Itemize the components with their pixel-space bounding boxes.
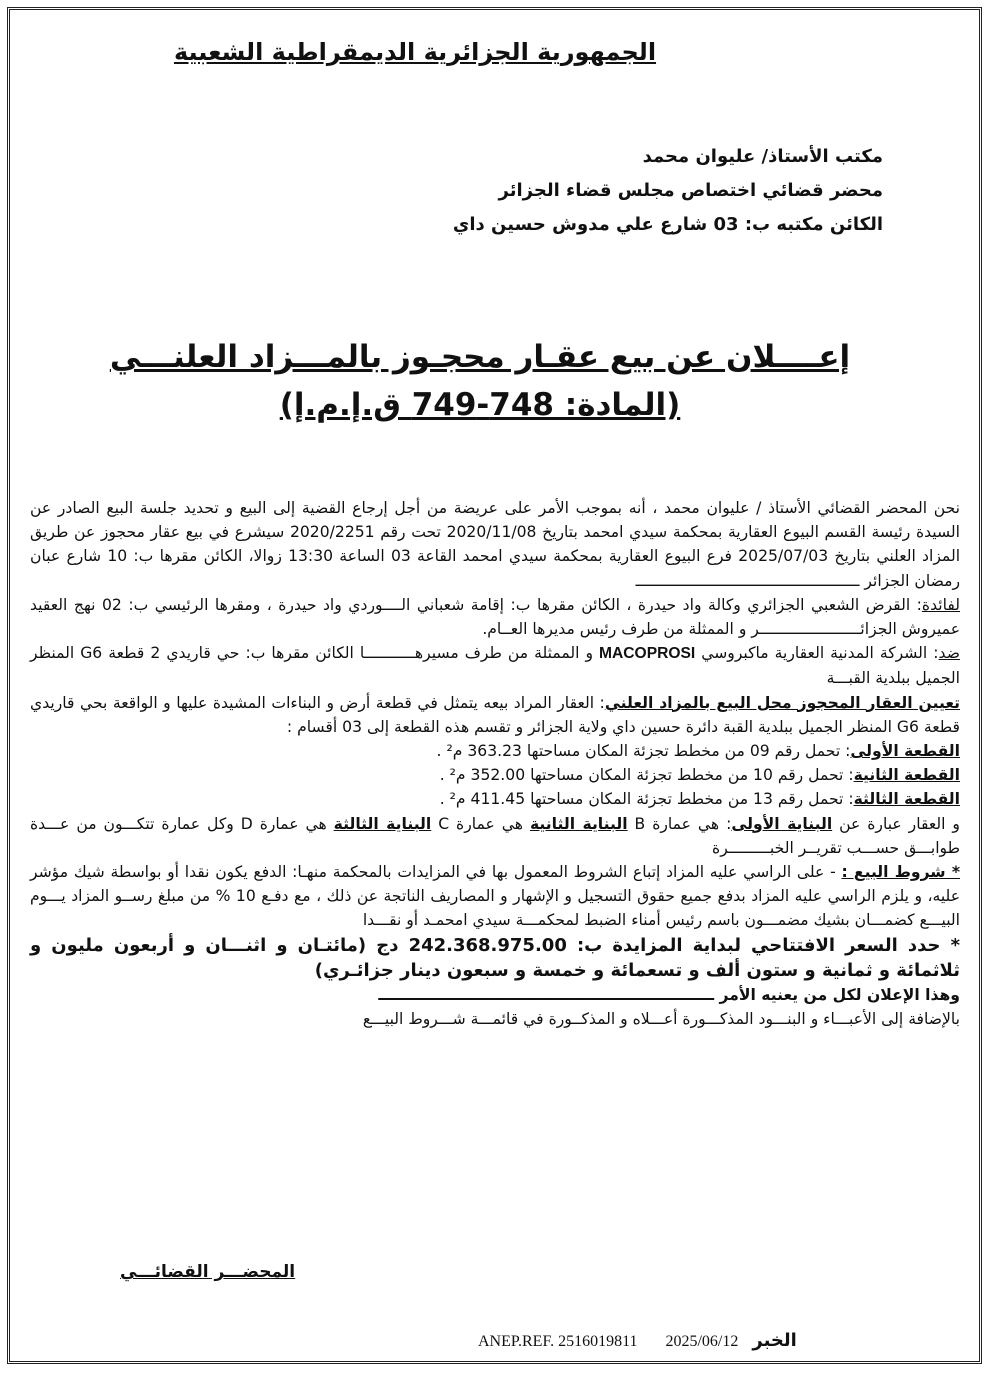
office-block xyxy=(323,140,883,242)
creditor-text: : القرض الشعبي الجزائري وكالة واد حيدرة ، الكائن مقرها ب: إقامة شعباني الــــوردي واد حيدرة ، ومقرها الرئيسي ب: 02 نهج العقيد عميروش الجزائــــــــــــــــــــــر و الممثلة من طرف رئيس مديرها العــام. xyxy=(30,595,960,639)
property-paragraph xyxy=(30,691,960,739)
property-text: : العقار المراد بيعه يتمثل في قطعة أرض و البناءات المشيدة عليها و الواقعة بحي قاريدي قطعة G6 المنظر الجميل ببلدية القبة دائرة حسين داي ولاية الجزائر و تقسم هذه القطعة إلى 03 أقسام : xyxy=(30,693,960,736)
lot-3 xyxy=(30,787,960,811)
lot-1-label: القطعة الأولى xyxy=(850,742,960,761)
lot-2-text: : تحمل رقم 10 من مخطط تجزئة المكان مساحتها 352.00 م² . xyxy=(439,766,854,785)
debtor-latin-name: MACOPROSI xyxy=(599,645,696,663)
office-address: الكائن مكتبه ب: 03 شارع علي مدوش حسين داي xyxy=(452,214,883,235)
footer-reference xyxy=(478,1330,797,1351)
debtor-label: ضد xyxy=(938,644,960,663)
building-1-label: البناية الأولى xyxy=(731,814,833,833)
publication-date: 2025/06/12 xyxy=(665,1333,739,1350)
public-notice-line: وهذا الإعلان لكل من يعنيه الأمر ـــــــــــــــــــــــــــــــــــــــــــــــــــــــــــــــ xyxy=(378,985,960,1004)
sale-conditions-text: - على الراسي عليه المزاد إتباع الشروط المعمول بها في المزايدات بالمحكمة منهـا: الدفع يكون نقدا أو بواسطة شيك مؤشر عليه، و يلزم الراسي عليه المزاد بدفع جميع حقوق التسجيل و الإشهار و المصاريف الناتجة عن ذلك ، مع دفـع 10 % من مبلغ رســو المزاد يـــوم البيـــع كضمـــان بشيك مضمـــون باسم رئيس أمناء الضبط لمحكمـــة سيدي امحمـد أو نقـــدا xyxy=(30,863,961,930)
intro-rule: ـــــــــــــــــــــــــــــــــــــــــــــــــ xyxy=(635,571,860,590)
buildings-text-3: هي عمارة C xyxy=(438,814,524,833)
sale-conditions-paragraph xyxy=(30,860,960,933)
debtor-text: : الشركة المدنية العقارية ماكبروسي xyxy=(701,644,939,663)
office-jurisdiction: محضر قضائي اختصاص مجلس قضاء الجزائر xyxy=(498,180,883,201)
intro-text: نحن المحضر القضائي الأستاذ / عليوان محمد ، أنه بموجب الأمر على عريضة من أجل إرجاع القضية إلى البيع و تحديد جلسة البيع الصادر عن السيدة رئيسة القسم البيوع العقارية بمحكمة سيدي امحمد بتاريخ 2020/11/08 تحت رقم 2020/2251 سيشرع في بيع عقار محجوز عن طريق المزاد العلني بتاريخ 2025/07/03 فرع البيوع العقارية بمحكمة سيدي امحمد القاعة 03 الساعة 13:30 زوالا، الكائن مقرها ب: 10 شارع عبان رمضان الجزائر xyxy=(30,499,961,590)
newspaper-name: الخبر xyxy=(752,1330,797,1351)
debtor-paragraph xyxy=(30,641,960,690)
buildings-text-2: : هي عمارة B xyxy=(634,814,732,833)
title-line-2: (المادة: 748-749 ق.إ.م.إ) xyxy=(279,387,681,423)
debtor-text-2: و الممثلة من طرف مسيرهـــــــــــا الكائن مقرها ب: حي قاريدي 2 قطعة G6 المنظر الجميل ببلدية القبـــة xyxy=(30,644,960,688)
buildings-text-1: و العقار عبارة عن xyxy=(839,814,960,833)
anep-ref: ANEP.REF. 2516019811 xyxy=(478,1333,638,1350)
creditor-label: لفائدة xyxy=(921,595,960,614)
sale-conditions-label: * شروط البيع : xyxy=(841,863,961,882)
property-label: تعيين العقار المحجوز محل البيع بالمزاد العلني xyxy=(604,693,960,712)
announcement-title xyxy=(100,333,860,429)
lot-3-text: : تحمل رقم 13 من مخطط تجزئة المكان مساحتها 411.45 م² . xyxy=(439,790,854,809)
announcement-body xyxy=(30,496,960,1031)
creditor-paragraph xyxy=(30,593,960,641)
bailiff-signature: المحضـــر القضائـــي xyxy=(120,1262,296,1282)
opening-price-paragraph: * حدد السعر الافتتاحي لبداية المزايدة ب: 242.368.975.00 دج (مائتـان و اثنـــان و أربعون مليون و ثلاثمائة و ثمانية و ستون ألف و تسعمائة و خمسة و سبعون دينار جزائـري) xyxy=(30,934,960,981)
intro-paragraph xyxy=(30,496,960,593)
republic-heading: الجمهورية الجزائرية الديمقراطية الشعبية xyxy=(173,38,657,66)
building-3-label: البناية الثالثة xyxy=(333,814,432,833)
buildings-paragraph xyxy=(30,812,960,860)
office-name: مكتب الأستاذ/ عليوان محمد xyxy=(642,146,883,167)
final-line: بالإضافة إلى الأعبـــاء و البنـــود المذكـــورة أعـــلاه و المذكــورة في قائمـــة شـــروط البيـــع xyxy=(362,1009,960,1028)
building-2-label: البناية الثانية xyxy=(529,814,628,833)
lot-1-text: : تحمل رقم 09 من مخطط تجزئة المكان مساحتها 363.23 م² . xyxy=(436,742,851,761)
title-line-1: إعــــلان عن بيع عقـار محجـوز بالمـــزاد العلنـــي xyxy=(109,339,851,375)
buildings-text-4: هي عمارة D وكل عمارة تتكـــون من عـــدة طوابـــق حســـب تقريــر الخبـــــــــرة xyxy=(30,814,960,857)
lot-2 xyxy=(30,763,960,787)
lot-2-label: القطعة الثانية xyxy=(853,766,960,785)
lot-3-label: القطعة الثالثة xyxy=(853,790,960,809)
lot-1 xyxy=(30,739,960,763)
